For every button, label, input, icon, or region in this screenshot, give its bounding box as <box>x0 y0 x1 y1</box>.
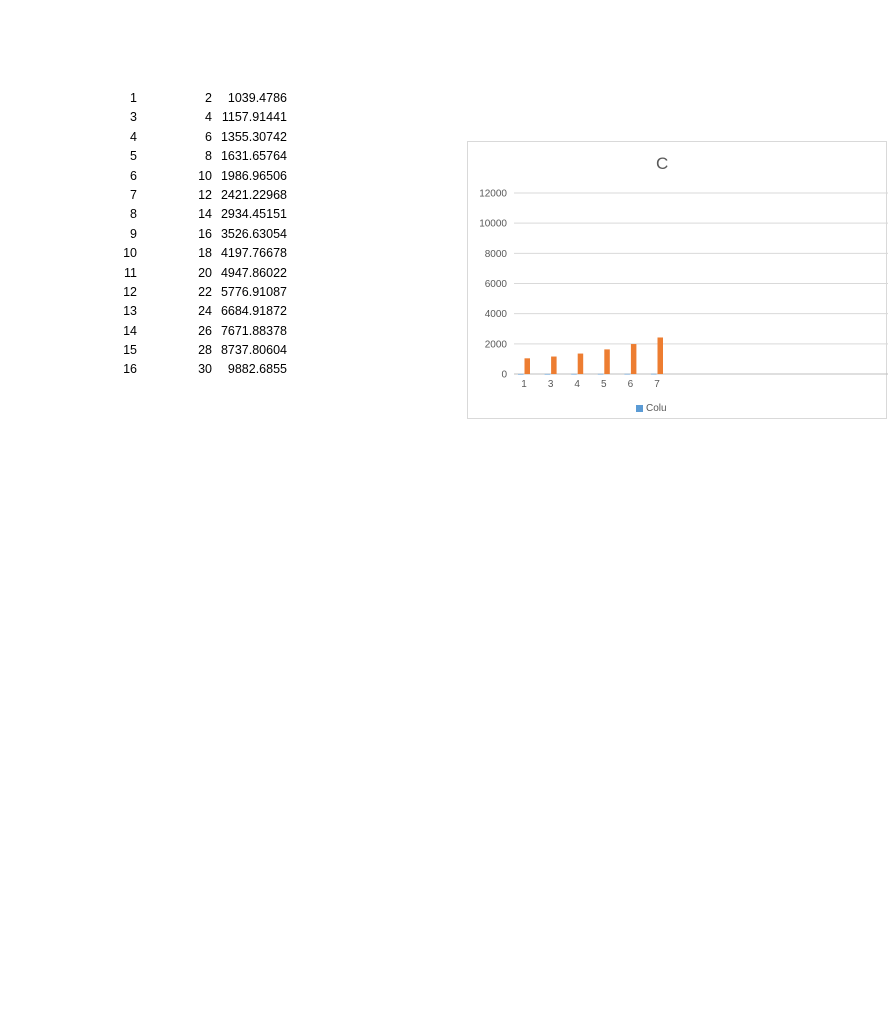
table-cell[interactable]: 7 <box>130 187 137 202</box>
chart-viewport <box>467 141 669 422</box>
table-cell[interactable]: 4 <box>205 110 212 125</box>
table-cell[interactable]: 18 <box>198 246 212 261</box>
table-cell[interactable]: 2421.22968 <box>220 187 287 202</box>
table-cell[interactable]: 6684.91872 <box>220 304 287 319</box>
table-cell[interactable]: 24 <box>198 304 212 319</box>
bar[interactable] <box>658 337 664 374</box>
table-cell[interactable]: 14 <box>123 323 137 338</box>
y-tick-label: 6000 <box>484 279 507 290</box>
y-tick-label: 0 <box>501 369 507 381</box>
table-cell[interactable]: 10 <box>198 168 212 183</box>
table-cell[interactable]: 5776.91087 <box>220 284 287 299</box>
table-cell[interactable]: 9 <box>130 226 137 241</box>
y-tick-label: 4000 <box>484 309 507 321</box>
table-cell[interactable]: 1631.65764 <box>220 149 287 164</box>
table-cell[interactable]: 20 <box>198 265 212 280</box>
x-tick-label: 6 <box>627 379 634 390</box>
table-cell[interactable]: 9882.6855 <box>227 362 287 377</box>
legend-swatch <box>636 405 643 412</box>
table-cell[interactable]: 2934.45151 <box>220 207 287 222</box>
y-tick-label: 8000 <box>484 248 507 260</box>
x-tick-label: 4 <box>574 379 580 390</box>
table-cell[interactable]: 4 <box>130 129 137 144</box>
y-tick-label: 12000 <box>479 188 507 200</box>
bar[interactable] <box>578 354 584 374</box>
table-cell[interactable]: 2 <box>205 91 212 105</box>
table-cell[interactable]: 4947.86022 <box>220 265 287 280</box>
bar[interactable] <box>545 374 551 375</box>
table-cell[interactable]: 1 <box>130 91 137 105</box>
table-cell[interactable]: 5 <box>130 149 137 164</box>
y-tick-label: 2000 <box>484 339 507 351</box>
table-cell[interactable]: 8 <box>130 207 137 222</box>
table-cell[interactable]: 13 <box>123 304 137 319</box>
x-tick-label: 7 <box>654 379 660 390</box>
table-cell[interactable]: 10 <box>123 246 137 261</box>
table-cell[interactable]: 30 <box>198 362 212 377</box>
bar[interactable] <box>631 344 637 374</box>
table-cell[interactable]: 26 <box>198 323 212 338</box>
table-cell[interactable]: 22 <box>198 284 212 299</box>
bar[interactable] <box>518 374 524 375</box>
table-cell[interactable]: 16 <box>198 226 212 241</box>
table-cell[interactable]: 1039.4786 <box>227 91 287 105</box>
x-tick-label: 3 <box>547 379 554 390</box>
bar[interactable] <box>525 358 531 374</box>
bar[interactable] <box>624 374 630 375</box>
table-cell[interactable]: 15 <box>123 343 137 358</box>
table-cell[interactable]: 28 <box>198 343 212 358</box>
table-cell[interactable]: 1157.91441 <box>221 110 287 125</box>
y-tick-label: 10000 <box>479 218 507 230</box>
table-cell[interactable]: 12 <box>198 187 212 202</box>
table-cell[interactable]: 8 <box>205 149 212 164</box>
table-cell[interactable]: 7671.88378 <box>220 323 287 338</box>
table-cell[interactable]: 16 <box>123 362 137 377</box>
table-cell[interactable]: 11 <box>124 265 137 280</box>
x-tick-label: 1 <box>521 379 527 390</box>
table-cell[interactable]: 8737.80604 <box>220 343 287 358</box>
legend-label: Colu <box>646 403 667 414</box>
chart-legend <box>636 403 667 414</box>
x-tick-label: 5 <box>601 379 607 390</box>
chart-title: C <box>656 154 669 173</box>
bar[interactable] <box>651 374 657 375</box>
bar[interactable] <box>551 357 557 374</box>
table-cell[interactable]: 1355.30742 <box>220 129 287 144</box>
bar-chart-plot <box>468 142 888 420</box>
bar[interactable] <box>571 374 577 375</box>
bar[interactable] <box>598 374 604 375</box>
table-cell[interactable]: 6 <box>205 129 212 144</box>
table-cell[interactable]: 6 <box>130 168 137 183</box>
table-cell[interactable]: 14 <box>198 207 212 222</box>
table-cell[interactable]: 3526.63054 <box>220 226 287 241</box>
table-cell[interactable]: 12 <box>123 284 137 299</box>
table-cell[interactable]: 3 <box>130 110 137 125</box>
bar[interactable] <box>604 349 610 374</box>
table-cell[interactable]: 4197.76678 <box>220 246 287 261</box>
chart-area[interactable] <box>467 141 887 419</box>
table-cell[interactable]: 1986.96506 <box>220 168 287 183</box>
